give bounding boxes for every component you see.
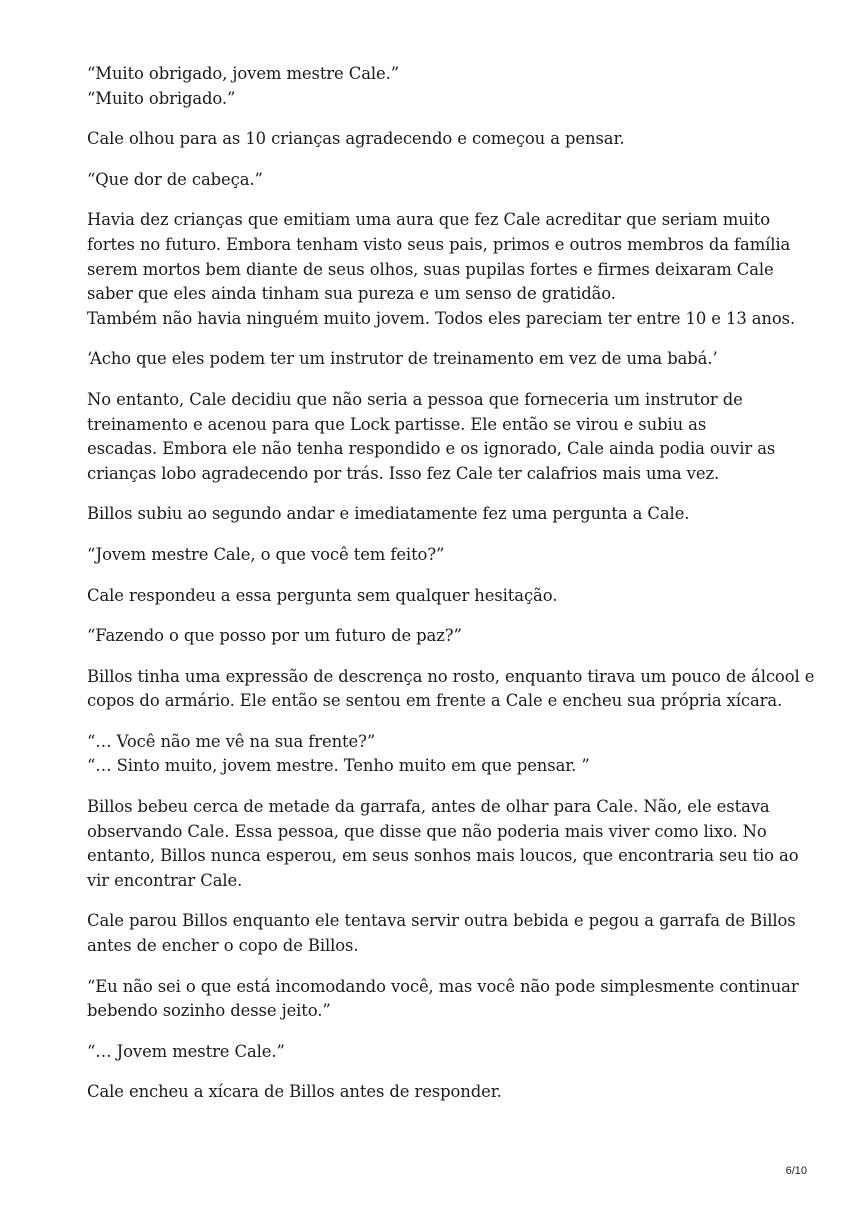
text-line: saber que eles ainda tinham sua pureza e um senso de gratidão. [87, 284, 616, 304]
text-line: Billos tinha uma expressão de descrença no rosto, enquanto tirava um pouco de álcool e [87, 666, 815, 686]
text-line: Billos bebeu cerca de metade da garrafa, antes de olhar para Cale. Não, ele estava [87, 797, 770, 817]
paragraph-6 [87, 388, 787, 486]
text-line: fortes no futuro. Embora tenham visto seus pais, primos e outros membros da família [87, 234, 791, 254]
text-line: vir encontrar Cale. [87, 870, 243, 890]
text-line: No entanto, Cale decidiu que não seria a pessoa que forneceria um instrutor de [87, 389, 743, 409]
paragraph-17 [87, 1080, 787, 1105]
text-line: treinamento e acenou para que Lock partisse. Ele então se virou e subiu as [87, 414, 707, 434]
text-line: “Muito obrigado, jovem mestre Cale.” [87, 64, 400, 83]
text-line: crianças lobo agradecendo por trás. Isso fez Cale ter calafrios mais uma vez. [87, 463, 720, 483]
text-line: “Fazendo o que posso por um futuro de paz?” [87, 626, 462, 646]
text-line: ‘Acho que eles podem ter um instrutor de treinamento em vez de uma babá.’ [87, 349, 718, 369]
paragraph-9 [87, 584, 787, 609]
text-line: Cale respondeu a essa pergunta sem qualquer hesitação. [87, 585, 558, 605]
paragraph-10 [87, 624, 787, 649]
text-line: Billos subiu ao segundo andar e imediatamente fez uma pergunta a Cale. [87, 504, 690, 524]
text-line: bebendo sozinho desse jeito.” [87, 1001, 331, 1021]
text-line: “… Sinto muito, jovem mestre. Tenho muito em que pensar. ” [87, 756, 590, 776]
paragraph-2 [87, 127, 787, 152]
text-line: Cale olhou para as 10 crianças agradecendo e começou a pensar. [87, 129, 625, 149]
text-line: “Que dor de cabeça.” [87, 169, 263, 189]
paragraph-5 [87, 347, 787, 372]
text-line: “… Você não me vê na sua frente?” [87, 731, 376, 751]
text-line: Cale parou Billos enquanto ele tentava servir outra bebida e pegou a garrafa de Billos [87, 911, 796, 931]
text-line: “Jovem mestre Cale, o que você tem feito?” [87, 544, 445, 564]
paragraph-14 [87, 909, 796, 958]
text-line: entanto, Billos nunca esperou, em seus sonhos mais loucos, que encontraria seu tio ao [87, 846, 799, 866]
paragraph-13 [87, 795, 799, 893]
text-line: serem mortos bem diante de seus olhos, suas pupilas fortes e firmes deixaram Cale [87, 259, 774, 279]
paragraph-3 [87, 168, 787, 193]
text-line: Havia dez crianças que emitiam uma aura que fez Cale acreditar que seriam muito [87, 210, 770, 230]
text-line: “… Jovem mestre Cale.” [87, 1041, 285, 1061]
text-line: copos do armário. Ele então se sentou em frente a Cale e encheu sua própria xícara. [87, 691, 783, 711]
text-line: Também não havia ninguém muito jovem. Todos eles pareciam ter entre 10 e 13 anos. [87, 308, 796, 328]
paragraph-8 [87, 543, 787, 568]
text-line: escadas. Embora ele não tenha respondido e os ignorado, Cale ainda podia ouvir as [87, 439, 776, 459]
paragraph-16 [87, 1040, 787, 1065]
document-body [87, 62, 815, 1121]
text-line: “Eu não sei o que está incomodando você, mas você não pode simplesmente continuar [87, 976, 799, 996]
paragraph-4 [87, 208, 796, 331]
text-line: observando Cale. Essa pessoa, que disse que não poderia mais viver como lixo. No [87, 821, 767, 841]
paragraph-1 [87, 62, 787, 111]
paragraph-15 [87, 975, 799, 1024]
page-number: 6/10 [785, 1165, 807, 1177]
paragraph-7 [87, 502, 787, 527]
paragraph-11 [87, 665, 815, 714]
text-line: Cale encheu a xícara de Billos antes de responder. [87, 1082, 502, 1102]
text-line: antes de encher o copo de Billos. [87, 936, 359, 956]
paragraph-12 [87, 730, 787, 779]
text-line: “Muito obrigado.” [87, 88, 236, 108]
